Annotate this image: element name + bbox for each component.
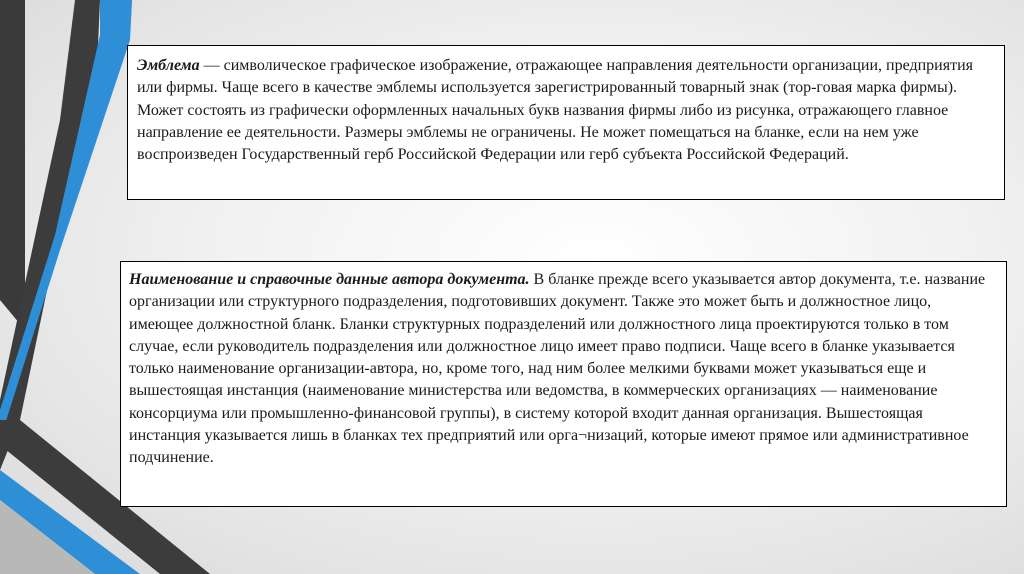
dark-stripe-left [0,0,25,330]
emblem-term: Эмблема [137,57,200,74]
author-data-box [120,261,1007,507]
author-term: Наименование и справочные данные автора документа. [129,271,530,288]
author-text: В бланке прежде всего указывается автор документа, т.е. название организации или структурного подразделения, подготовивших документ. Также это может быть и должностное лицо, имеющее должностной бланк. Бланки структурных подразделений или должностного лица проектируются только в том случае, если руководитель подразделения или должностное лицо имеет право подписи. Чаще всего в бланке указывается только наименование организации-автора, но, кроме того, над ним более мелкими буквами может указываться еще и вышестоящая инстанция (наименование министерства или ведомства, в коммерческих организациях — наименование консорциума или промышленно-финансовой группы), в систему которой входит данная организация. Вышестоящая инстанция указывается лишь в бланках тех предприятий или орга¬низаций, которые имеют прямое или административное подчинение. [129,271,986,467]
emblem-text: — символическое графическое изображение, отражающее направления деятельности организации, предприятия или фирмы. Чаще всего в качестве эмблемы используется зарегистрированный товарный знак (тор-говая марка фирмы). Может состоять из графически оформленных начальных букв названия фирмы либо из рисунка, отражающего главное направление ее деятельности. Размеры эмблемы не ограничены. Не может помещаться на бланке, если на нем уже воспроизведен Государственный герб Российской Федерации или герб субъекта Российской Федераций. [137,57,974,164]
emblem-definition-box [127,45,1005,200]
